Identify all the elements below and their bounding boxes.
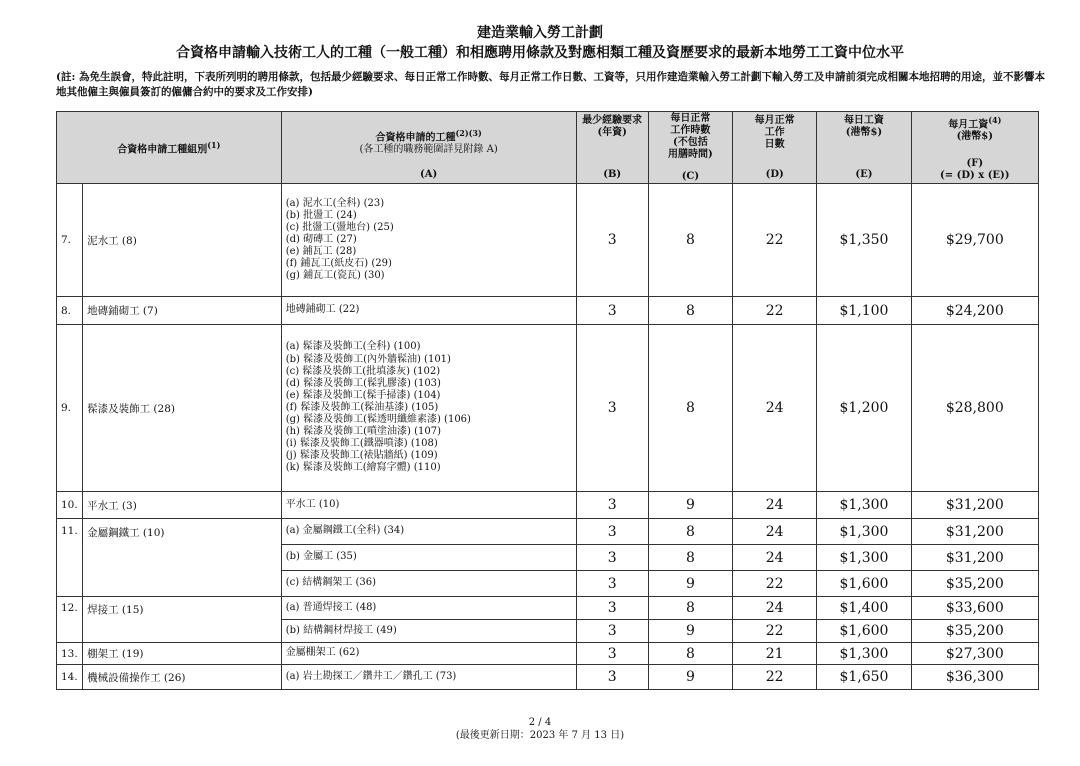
trade-name: (a) 金屬鋼鐵工(全科) (34) (281, 519, 576, 545)
daily-wage-value: $1,600 (817, 620, 911, 643)
days-value: 22 (733, 297, 817, 325)
monthly-wage-value: $31,200 (911, 492, 1038, 519)
table-row (57, 597, 1039, 620)
experience-value: 3 (576, 597, 648, 620)
daily-wage-value: $1,300 (817, 545, 911, 571)
group-name: 焊接工 (15) (83, 597, 282, 643)
group-name: 地磚鋪砌工 (7) (83, 297, 282, 325)
hours-value: 8 (648, 519, 732, 545)
days-value: 24 (733, 545, 817, 571)
days-value: 22 (733, 571, 817, 597)
hours-value: 8 (648, 643, 732, 665)
daily-wage-value: $1,100 (817, 297, 911, 325)
group-number: 7. (57, 184, 83, 297)
daily-wage-value: $1,600 (817, 571, 911, 597)
trade-name: (b) 金屬工 (35) (281, 545, 576, 571)
experience-value: 3 (576, 492, 648, 519)
table-row (57, 643, 1039, 665)
trade-name: (c) 結構鋼架工 (36) (281, 571, 576, 597)
group-number: 13. (57, 643, 83, 665)
days-value: 24 (733, 492, 817, 519)
document-subtitle: 合資格申請輸入技術工人的工種（一般工種）和相應聘用條款及對應相類工種及資歷要求的最新本地勞工工資中位水平 (176, 45, 904, 61)
days-value: 21 (733, 643, 817, 665)
experience-value: 3 (576, 297, 648, 325)
experience-value: 3 (576, 325, 648, 492)
header-days: 每月正常 工作 日數 (D) (733, 112, 817, 184)
days-value: 22 (733, 665, 817, 690)
hours-value: 9 (648, 665, 732, 690)
monthly-wage-value: $35,200 (911, 571, 1038, 597)
daily-wage-value: $1,200 (817, 325, 911, 492)
group-name: 金屬鋼鐵工 (10) (83, 519, 282, 597)
group-number: 8. (57, 297, 83, 325)
table-row (57, 492, 1039, 519)
days-value: 22 (733, 620, 817, 643)
disclaimer-note: (註: 為免生誤會，特此註明，下表所列明的聘用條款，包括最少經驗要求、每日正常工作時數、每月正常工作日數、工資等，只用作建造業輸入勞工計劃下輸入勞工及申請前須完成相關本地招聘的用途，並不影響本地其他僱主與僱員簽訂的僱傭合約中的要求及工作安排) (56, 71, 1045, 98)
header-group: 合資格申請工種組別$^{(1)}$ (57, 112, 282, 184)
table-row (57, 184, 1039, 297)
daily-wage-value: $1,350 (817, 184, 911, 297)
hours-value: 8 (648, 545, 732, 571)
page-footer (0, 716, 1080, 742)
days-value: 24 (733, 519, 817, 545)
hours-value: 8 (648, 297, 732, 325)
page-number: 2 / 4 (528, 717, 552, 728)
monthly-wage-value: $24,200 (911, 297, 1038, 325)
table-row (57, 519, 1039, 545)
trade-name: 地磚鋪砌工 (22) (281, 297, 576, 325)
group-name: 平水工 (3) (83, 492, 282, 519)
trade-name: (a) 普通焊接工 (48) (281, 597, 576, 620)
days-value: 22 (733, 184, 817, 297)
group-number: 14. (57, 665, 83, 690)
experience-value: 3 (576, 571, 648, 597)
monthly-wage-value: $31,200 (911, 545, 1038, 571)
group-number: 10. (57, 492, 83, 519)
monthly-wage-value: $31,200 (911, 519, 1038, 545)
days-value: 24 (733, 325, 817, 492)
hours-value: 8 (648, 597, 732, 620)
hours-value: 8 (648, 184, 732, 297)
header-trade: 合資格申請的工種$^{(2)(3)}$ (各工種的職務範圍詳見附錄 A) (A) (281, 112, 576, 184)
trade-name: 金屬棚架工 (62) (281, 643, 576, 665)
trade-name: 平水工 (10) (281, 492, 576, 519)
group-number: 12. (57, 597, 83, 643)
experience-value: 3 (576, 545, 648, 571)
group-name: 機械設備操作工 (26) (83, 665, 282, 690)
days-value: 24 (733, 597, 817, 620)
trade-name: (b) 結構鋼材焊接工 (49) (281, 620, 576, 643)
monthly-wage-value: $29,700 (911, 184, 1038, 297)
experience-value: 3 (576, 665, 648, 690)
hours-value: 9 (648, 620, 732, 643)
table-row (57, 297, 1039, 325)
trade-name: (a) 泥水工(全科) (23) (b) 批盪工 (24) (c) 批盪工(盪地台) (25) (d) 砌磚工 (27) (e) 鋪瓦工 (28) (f) 鋪瓦工(紙皮石) (29) (g) 鋪瓦工(瓷瓦) (30) (281, 184, 576, 297)
daily-wage-value: $1,400 (817, 597, 911, 620)
table-row (57, 665, 1039, 690)
daily-wage-value: $1,300 (817, 492, 911, 519)
experience-value: 3 (576, 519, 648, 545)
trade-name: (a) 髹漆及裝飾工(全科) (100) (b) 髹漆及裝飾工(內外牆髹油) (101) (c) 髹漆及裝飾工(批填漆灰) (102) (d) 髹漆及裝飾工(髹乳膠漆) (103) (e) 髹漆及裝飾工(髹手掃漆) (104) (f) 髹漆及裝飾工(髹油基漆) (105) (g) 髹漆及裝飾工(髹透明纖維素漆) (106) (h) 髹漆及裝飾工(噴塗油漆) (107) (i) 髹漆及裝飾工(鐵器噴漆) (108) (j) 髹漆及裝飾工(裱貼牆紙) (109) (k) 髹漆及裝飾工(繪寫字體) (110) (281, 325, 576, 492)
monthly-wage-value: $35,200 (911, 620, 1038, 643)
group-name: 髹漆及裝飾工 (28) (83, 325, 282, 492)
hours-value: 8 (648, 325, 732, 492)
trade-name: (a) 岩土勘探工／鑽井工／鑽孔工 (73) (281, 665, 576, 690)
group-name: 棚架工 (19) (83, 643, 282, 665)
last-updated: (最後更新日期：2023 年 7 月 13 日) (455, 730, 625, 741)
group-name: 泥水工 (8) (83, 184, 282, 297)
monthly-wage-value: $36,300 (911, 665, 1038, 690)
header-experience: 最少經驗要求 (年資) (B) (576, 112, 648, 184)
monthly-wage-value: $28,800 (911, 325, 1038, 492)
daily-wage-value: $1,300 (817, 519, 911, 545)
experience-value: 3 (576, 643, 648, 665)
document-title: 建造業輸入勞工計劃 (477, 25, 603, 41)
monthly-wage-value: $33,600 (911, 597, 1038, 620)
daily-wage-value: $1,300 (817, 643, 911, 665)
experience-value: 3 (576, 620, 648, 643)
monthly-wage-value: $27,300 (911, 643, 1038, 665)
header-daily-wage: 每日工資 (港幣$) (E) (817, 112, 911, 184)
table-row (57, 325, 1039, 492)
hours-value: 9 (648, 492, 732, 519)
hours-value: 9 (648, 571, 732, 597)
wage-table (56, 111, 1039, 690)
group-number: 11. (57, 519, 83, 597)
group-number: 9. (57, 325, 83, 492)
header-hours: 每日正常 工作時數 (不包括 用膳時間) (C) (648, 112, 732, 184)
daily-wage-value: $1,650 (817, 665, 911, 690)
experience-value: 3 (576, 184, 648, 297)
header-monthly-wage: 每月工資$^{(4)}$ (港幣$) (F) (= (D) x (E)) (911, 112, 1038, 184)
